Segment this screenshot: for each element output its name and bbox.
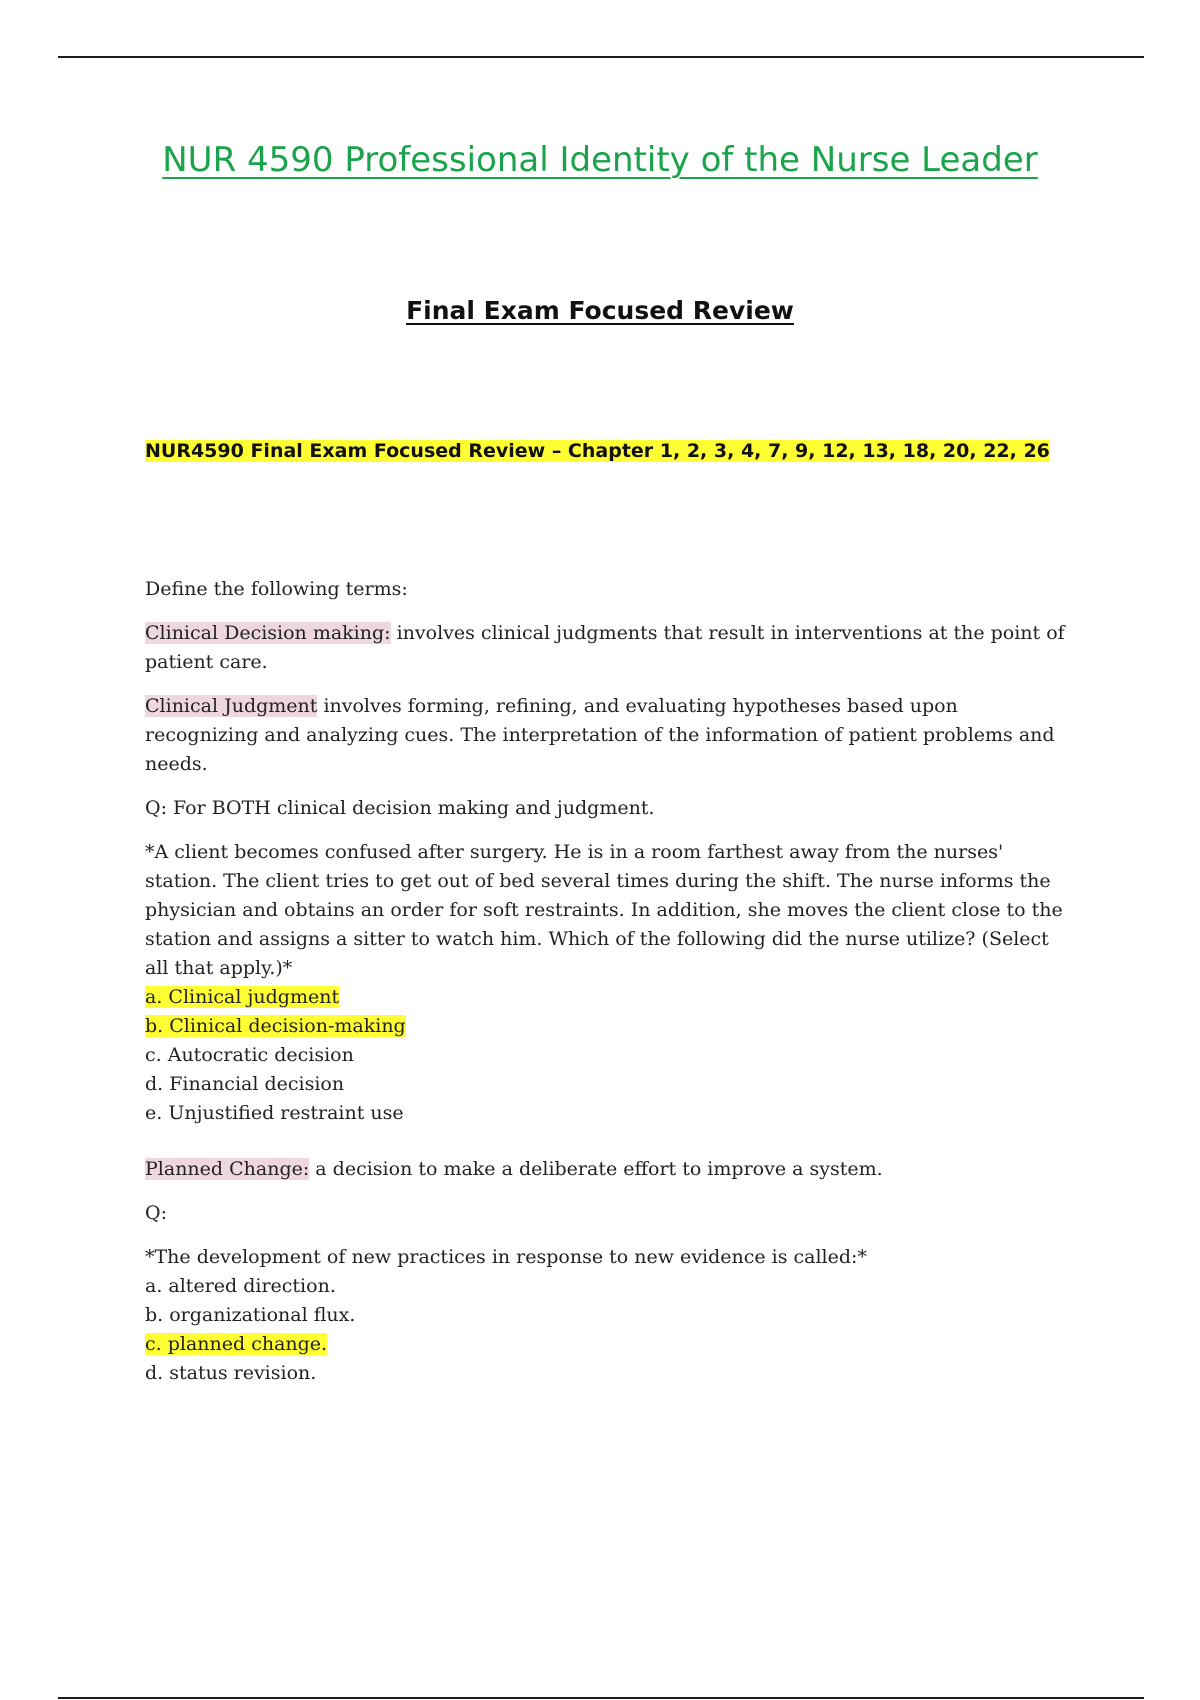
chapters-heading	[145, 440, 1050, 462]
answer-option: d. status revision.	[145, 1362, 317, 1384]
answer-option	[145, 1330, 1075, 1359]
term-planned-change	[145, 1155, 1075, 1184]
answer-option: b. organizational flux.	[145, 1304, 356, 1326]
answer-option: e. Unjustified restraint use	[145, 1102, 404, 1124]
question-2	[145, 1243, 1075, 1388]
term-label: Planned Change:	[145, 1158, 310, 1180]
term-definition: involves clinical judgments that result in interventions at the point of patient care.	[145, 622, 1065, 673]
term-clinical-judgment	[145, 692, 1075, 779]
answer-option-highlight: c. planned change.	[145, 1333, 328, 1355]
define-heading: Define the following terms:	[145, 578, 408, 600]
answer-option-highlight: a. Clinical judgment	[145, 986, 340, 1008]
question-1	[145, 838, 1075, 1128]
chapters-highlight: NUR4590 Final Exam Focused Review – Chapter 1, 2, 3, 4, 7, 9, 12, 13, 18, 20, 22, 26	[145, 440, 1050, 462]
term-definition: involves forming, refining, and evaluating hypotheses based upon recognizing and analyzing cues. The interpretation of the information of patient problems and needs.	[145, 695, 1055, 775]
answer-option: c. Autocratic decision	[145, 1044, 354, 1066]
document-title: NUR 4590 Professional Identity of the Nurse Leader	[162, 140, 1038, 180]
answer-option: d. Financial decision	[145, 1073, 345, 1095]
answer-option-highlight: b. Clinical decision-making	[145, 1015, 406, 1037]
term-definition: a decision to make a deliberate effort to improve a system.	[309, 1158, 883, 1180]
term-label: Clinical Judgment	[145, 695, 318, 717]
answer-option	[145, 983, 1075, 1012]
answer-option: a. altered direction.	[145, 1275, 336, 1297]
term-clinical-decision-making	[145, 619, 1075, 677]
question-1-stem: *A client becomes confused after surgery. He is in a room farthest away from the nurses' station. The client tries to get out of bed several times during the shift. The nurse informs the physician and obtains an order for soft restraints. In addition, she moves the client close to the station and assigns a sitter to watch him. Which of the following did the nurse utilize? (Select all that apply.)*	[145, 841, 1063, 979]
question-2-stem: *The development of new practices in response to new evidence is called:*	[145, 1246, 867, 1268]
document-subtitle: Final Exam Focused Review	[406, 296, 794, 325]
question-2-label: Q:	[145, 1202, 167, 1224]
review-body	[145, 575, 1075, 1403]
top-rule	[58, 56, 1144, 58]
question-1-intro: Q: For BOTH clinical decision making and judgment.	[145, 797, 655, 819]
answer-option	[145, 1012, 1075, 1041]
term-label: Clinical Decision making:	[145, 622, 391, 644]
bottom-rule	[58, 1697, 1144, 1699]
